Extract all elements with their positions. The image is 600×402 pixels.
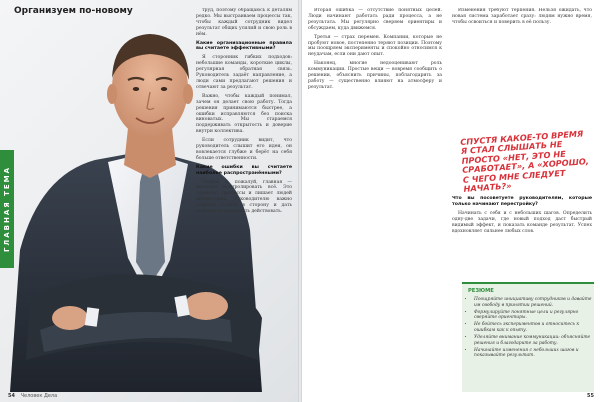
right-text-column-b (452, 8, 592, 134)
paragraph: Изменения требуют терпения. Нельзя ожидать, что новая система заработает сразу: людям нужно время, чтобы освоиться и поверить в её пользу. (452, 8, 592, 25)
paragraph: Третья — страх перемен. Компании, которые не пробуют новое, постепенно теряют позиции. Поэтому мы поощряем эксперименты и спокойно относимся к неудачам, если они дают опыт. (308, 34, 442, 58)
summary-item: • Начинайте изменения с небольших шагов и показывайте результат. (474, 348, 596, 359)
paragraph: Вторая ошибка — отсутствие понятных целей. Люди начинают работать ради процесса, а не результата. Мы регулярно сверяем ориентиры и обсуждаем, куда движемся. (308, 8, 442, 31)
question: Что вы посоветуете руководителям, которые только начинают перестройку? (452, 196, 592, 207)
page-number-left: 54 (8, 393, 15, 399)
summary-item: • Уделяйте внимание коммуникации: объясняйте решения и благодарите за работу. (474, 335, 596, 346)
magazine-name: Человек Дела (20, 393, 58, 399)
right-text-column-a (308, 8, 442, 388)
footer-left (8, 393, 57, 399)
paragraph: Начинать с себя и с небольших шагов. Определить одну-две задачи, где новый подход даст быстрый видимый эффект, и показать команде результат. Успех вдохновляет сильнее любых слов. (452, 210, 592, 234)
side-tab-label: ГЛАВНАЯ ТЕМА (3, 165, 11, 253)
paragraph: Если сотрудник видит, что руководитель слышит его идеи, он вовлекается глубже и берёт на себя больше ответственности. (196, 138, 292, 161)
summary-item: • Формулируйте понятные цели и регулярно сверяйте ориентиры. (474, 310, 596, 321)
paragraph: Первая и, пожалуй, главная — желание контролировать всё. Это тормозит процессы и лишает людей инициативы. Руководителю важно вовремя отойти в сторону и дать команде возможность действовать. (196, 179, 292, 215)
summary-title: РЕЗЮМЕ (468, 288, 494, 294)
summary-item: • Поощряйте инициативу сотрудников и давайте им свободу в принятии решений. (474, 297, 596, 308)
pull-quote: СПУСТЯ КАКОЕ-ТО ВРЕМЯ Я СТАЛ СЛЫШАТЬ НЕ ПРОСТО «НЕТ, ЭТО НЕ СРАБОТАЕТ», А «ХОРОШО, С ЧЕГО МНЕ СЛЕДУЕТ НАЧАТЬ?» (459, 128, 590, 194)
page-number-right: 55 (587, 393, 594, 399)
summary-list (468, 297, 596, 360)
section-title: Организуем по-новому (14, 6, 133, 16)
paragraph: Я сторонник гибких подходов: небольшие команды, короткие циклы, регулярная обратная связь. Руководитель задаёт направление, а люди сами предлагают решения и отвечают за результат. (196, 55, 292, 90)
left-page (0, 0, 298, 402)
paragraph: труд, поэтому обращаюсь к деталям редко. Мы выстраиваем процессы так, чтобы каждый сотрудник видел результат общих усилий и свою роль в нём. (196, 8, 292, 37)
side-tab (0, 150, 14, 268)
left-text-column (196, 8, 292, 388)
right-text-column-b-lower (452, 196, 592, 280)
paragraph: Наконец, многие недооценивают роль коммуникации. Простые вещи — вовремя сообщить о решении, объяснить причины, поблагодарить за работу — существенно влияют на атмосферу и результат. (308, 61, 442, 90)
paragraph: Важно, чтобы каждый понимал, зачем он делает свою работу. Тогда решения принимаются быстрее, а ошибки исправляются без поиска виноватых. Мы стараемся поддерживать открытость и доверие внутри коллектива. (196, 93, 292, 135)
right-page (302, 0, 600, 402)
summary-item: • Не бойтесь экспериментов и относитесь к ошибкам как к опыту. (474, 322, 596, 333)
question: Какие ошибки вы считаете наиболее распространёнными? (196, 164, 292, 176)
footer-right (587, 393, 594, 399)
summary-box (462, 282, 594, 392)
question: Какие организационные правила вы считаете эффективными? (196, 40, 292, 52)
